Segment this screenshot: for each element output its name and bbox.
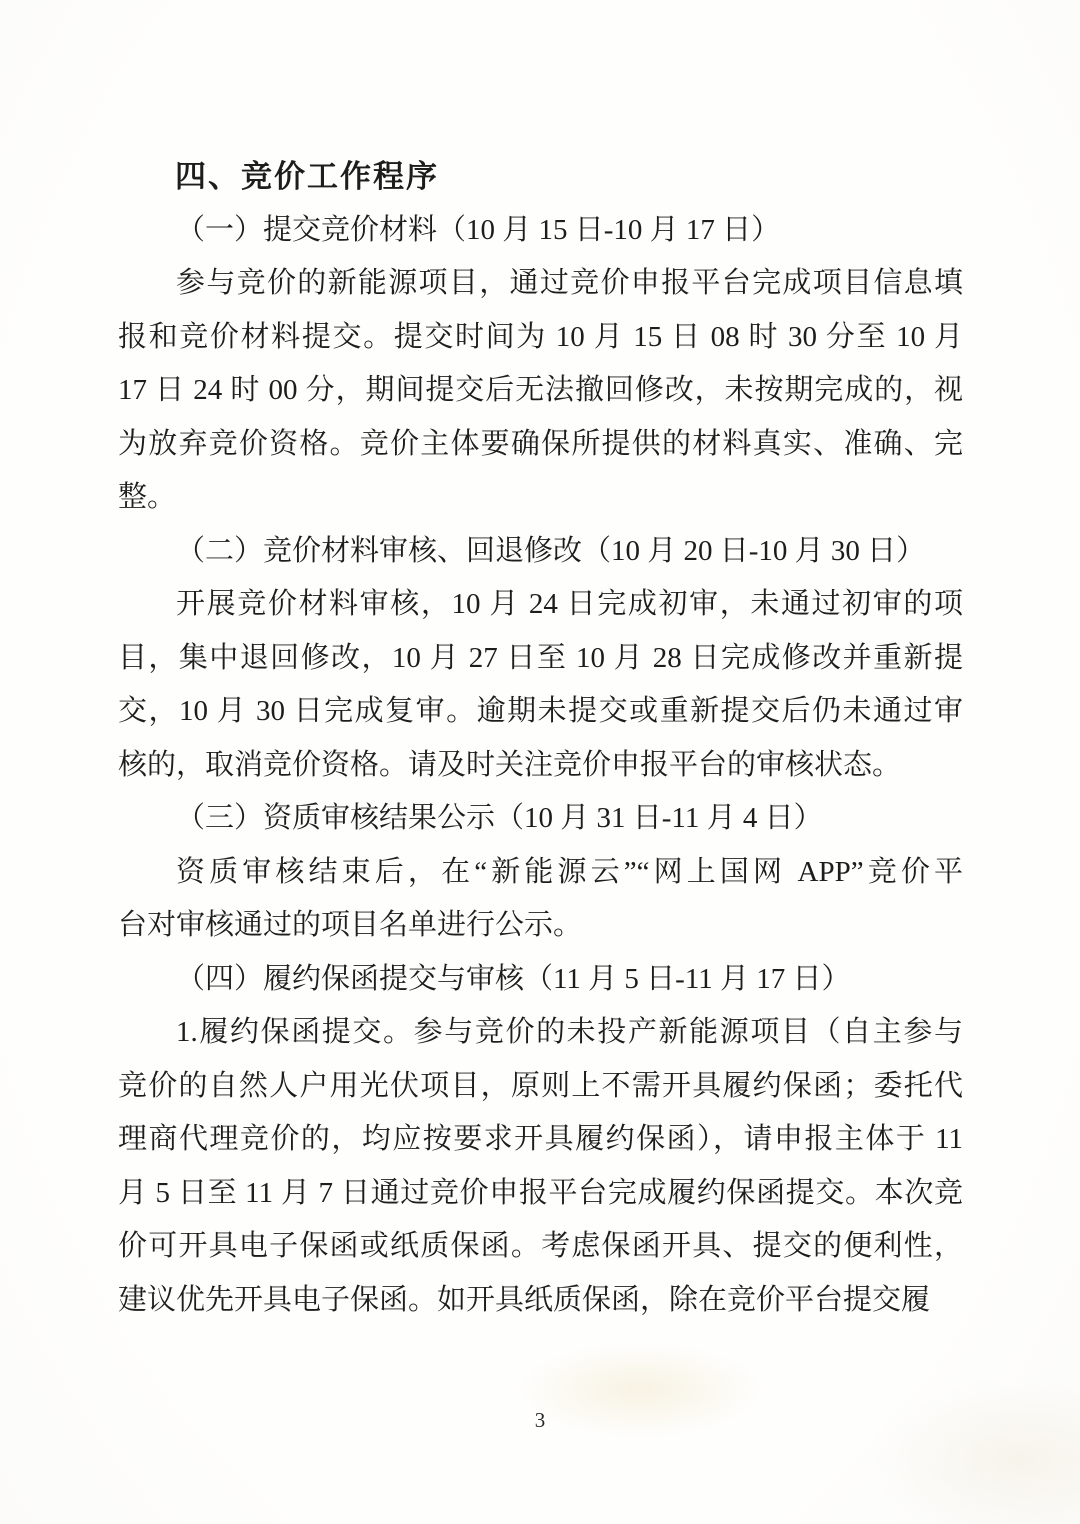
text-line: （二）竞价材料审核、回退修改（10 月 20 日-10 月 30 日） [176, 534, 926, 567]
text-line: 建议优先开具电子保函。如开具纸质保函，除在竞价平台提交履 [118, 1283, 931, 1316]
text-line: 月 5 日至 11 月 7 日通过竞价申报平台完成履约保函提交。本次竞 [118, 1176, 963, 1209]
text-line: 整。 [118, 481, 177, 513]
page-number: 3 [534, 1408, 546, 1432]
text-line: 交，10 月 30 日完成复审。逾期未提交或重新提交后仍未通过审 [118, 695, 963, 727]
text-line: 报和竞价材料提交。提交时间为 10 月 15 日 08 时 30 分至 10 月 [118, 320, 963, 353]
text-line: 1.履约保函提交。参与竞价的未投产新能源项目（自主参与 [176, 1016, 963, 1048]
text-line: （三）资质审核结果公示（10 月 31 日-11 月 4 日） [176, 802, 823, 834]
text-line: 17 日 24 时 00 分，期间提交后无法撤回修改，未按期完成的，视 [118, 374, 963, 406]
text-line: 开展竞价材料审核，10 月 24 日完成初审，未通过初审的项 [176, 588, 963, 620]
text-line: 价可开具电子保函或纸质保函。考虑保函开具、提交的便利性， [118, 1230, 963, 1262]
text-line: 目，集中退回修改，10 月 27 日至 10 月 28 日完成修改并重新提 [118, 641, 963, 674]
text-line: 竞价的自然人户用光伏项目，原则上不需开具履约保函；委托代 [118, 1069, 963, 1102]
document-content [118, 150, 963, 1327]
document-lines [118, 150, 963, 1327]
text-line: 核的，取消竞价资格。请及时关注竞价申报平台的审核状态。 [118, 748, 902, 781]
section-heading: 四、竞价工作程序 [175, 159, 439, 194]
page-footer [0, 1408, 1080, 1433]
text-line: 台对审核通过的项目名单进行公示。 [118, 909, 583, 941]
text-line: 为放弃竞价资格。竞价主体要确保所提供的材料真实、准确、完 [118, 427, 963, 460]
text-line: 理商代理竞价的，均应按要求开具履约保函），请申报主体于 11 [118, 1123, 963, 1155]
text-line: 参与竞价的新能源项目，通过竞价申报平台完成项目信息填 [176, 267, 963, 299]
text-line: （一）提交竞价材料（10 月 15 日-10 月 17 日） [176, 213, 781, 246]
text-line: 资质审核结束后，在“新能源云”“网上国网 APP”竞价平 [176, 855, 963, 888]
text-line: （四）履约保函提交与审核（11 月 5 日-11 月 17 日） [176, 962, 851, 995]
